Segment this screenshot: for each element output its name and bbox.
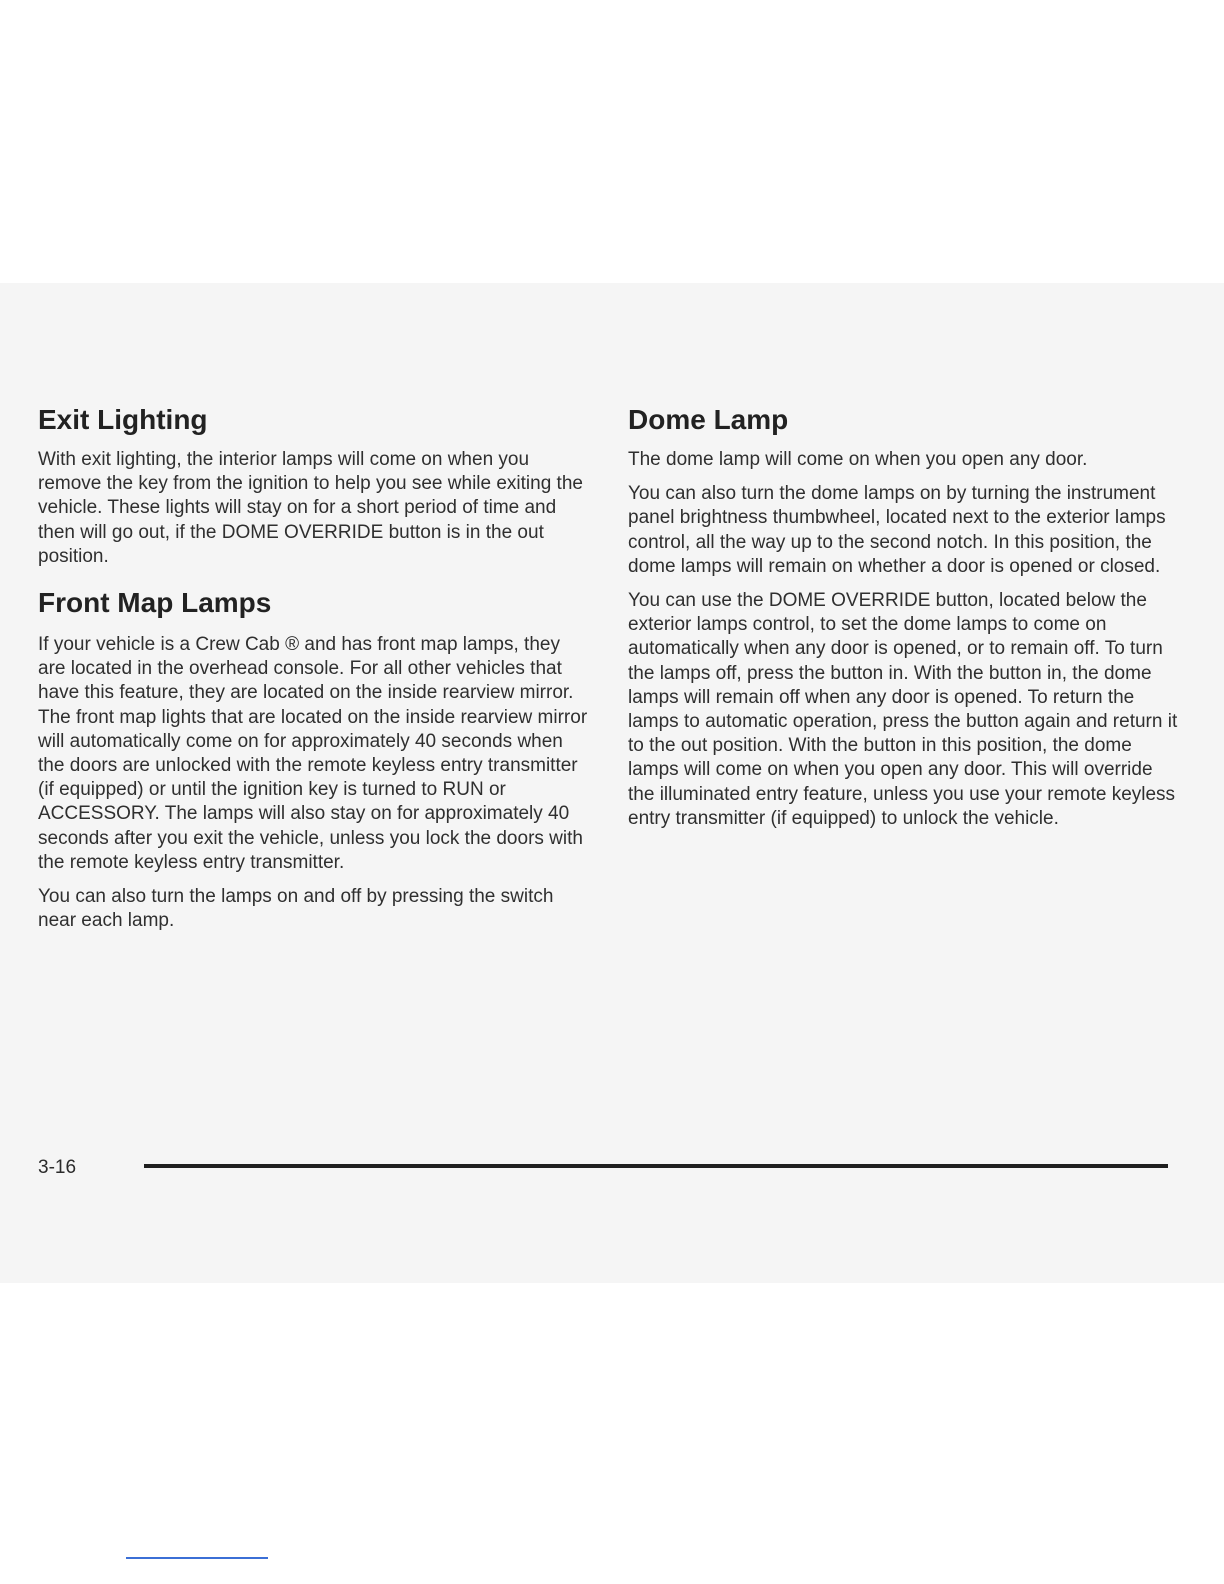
dome-lamp-paragraph-3: You can use the DOME OVERRIDE button, located below the exterior lamps control, to set the dome lamps to come on automatically when any door is opened, or to remain off. To turn the lamps off, press the button in. With the button in, the dome lamps will remain off when any door is opened. To return the lamps to automatic operation, press the button again and return it to the out position. With the button in this position, the dome lamps will come on when you open any door. This will override the illuminated entry feature, unless you use your remote keyless entry transmitter (if equipped) to unlock the vehicle. <box>628 590 1178 829</box>
link-underline <box>126 1557 268 1559</box>
dome-lamp-paragraph-2: You can also turn the dome lamps on by turning the instrument panel brightness thumbwheel, located next to the exterior lamps control, all the way up to the second notch. In this position, the dome lamps will remain on whether a door is opened or closed. <box>628 483 1166 577</box>
exit-lighting-heading: Exit Lighting <box>38 404 208 435</box>
dome-lamp-heading: Dome Lamp <box>628 404 789 435</box>
exit-lighting-paragraph: With exit lighting, the interior lamps will come on when you remove the key from the ignition to help you see while exiting the vehicle. These lights will stay on for a short period of time and then will go out, if the DOME OVERRIDE button is in the out position. <box>38 449 583 567</box>
footer-rule <box>144 1164 1168 1168</box>
front-map-lamps-paragraph-2: You can also turn the lamps on and off by pressing the switch near each lamp. <box>38 886 554 932</box>
front-map-lamps-heading: Front Map Lamps <box>38 587 272 619</box>
dome-lamp-paragraph-1: The dome lamp will come on when you open any door. <box>628 449 1088 470</box>
front-map-lamps-paragraph-1: If your vehicle is a Crew Cab ® and has front map lamps, they are located in the overhead console. For all other vehicles that have this feature, they are located on the inside rearview mirror. The front map lights that are located on the inside rearview mirror will automatically come on for approximately 40 seconds when the doors are unlocked with the remote keyless entry transmitter (if equipped) or until the ignition key is turned to RUN or ACCESSORY. The lamps will also stay on for approximately 40 seconds after you exit the vehicle, unless you lock the doors with the remote keyless entry transmitter. <box>38 634 588 873</box>
right-column <box>628 400 1178 841</box>
left-column <box>38 400 588 943</box>
page-number: 3-16 <box>38 1157 77 1178</box>
